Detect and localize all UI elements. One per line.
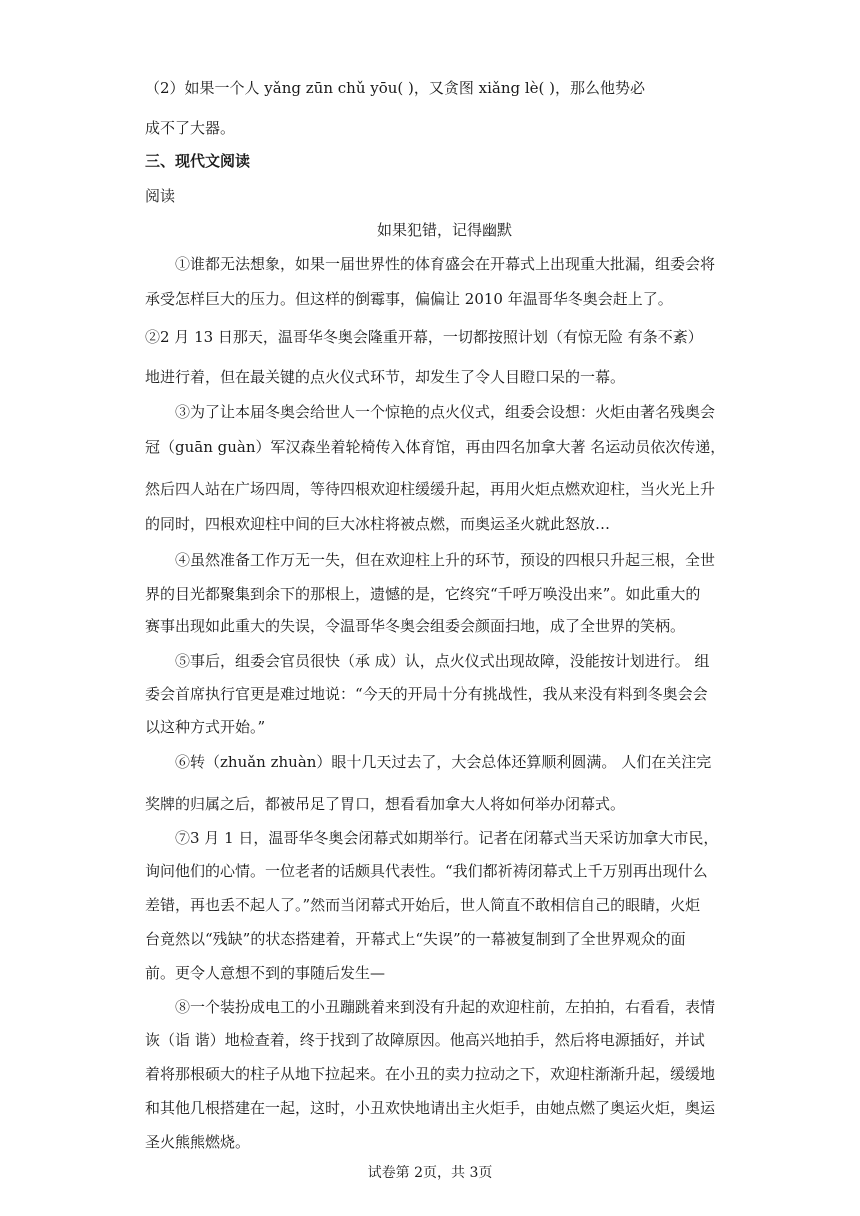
- text-line: 地进行着，但在最关键的点火仪式环节，却发生了令人目瞪口呆的一幕。: [145, 368, 626, 386]
- text-line: 界的目光都聚集到余下的那根上，遗憾的是，它终究“千呼万唤没出来”。如此重大的: [145, 585, 701, 603]
- text-line: 成不了大器。: [145, 119, 236, 137]
- text-line: 的同时，四根欢迎柱中间的巨大冰柱将被点燃，而奥运圣火就此怒放…: [145, 515, 611, 533]
- section-heading: 三、现代文阅读: [145, 153, 251, 170]
- text-line: 台竟然以“残缺”的状态搭建着，开幕式上“失误”的一幕被复制到了全世界观众的面: [145, 930, 686, 948]
- text-line: ①谁都无法想象，如果一届世界性的体育盛会在开幕式上出现重大批漏，组委会将: [175, 255, 716, 273]
- text-line: 前。更令人意想不到的事随后发生—: [145, 964, 386, 982]
- text-line: 着将那根硕大的柱子从地下拉起来。在小丑的卖力拉动之下，欢迎柱渐渐升起，缓缓地: [145, 1065, 716, 1083]
- text-line: 奖牌的归属之后，都被吊足了胃口，想看看加拿大人将如何举办闭幕式。: [145, 795, 626, 813]
- text-line: ⑥转（zhuǎn zhuàn）眼十几天过去了，大会总体还算顺利圆满。 人们在关注完: [175, 753, 712, 771]
- text-line: 冠（guān guàn）军汉森坐着轮椅传入体育馆，再由四名加拿大著 名运动员依次传递，: [145, 438, 726, 456]
- text-line: 阅读: [145, 187, 176, 205]
- text-line: ⑤事后，组委会官员很快（承 成）认，点火仪式出现故障，没能按计划进行。 组: [175, 652, 710, 670]
- text-line: ②2 月 13 日那天，温哥华冬奥会隆重开幕，一切都按照计划（有惊无险 有条不紊）: [145, 328, 703, 346]
- text-line: 以这种方式开始。”: [145, 718, 266, 736]
- text-line: 差错，再也丢不起人了。”然而当闭幕式开始后，世人简直不敢相信自己的眼睛，火炬: [145, 896, 701, 914]
- text-line: 委会首席执行官更是难过地说：“今天的开局十分有挑战性，我从来没有料到冬奥会会: [145, 685, 708, 703]
- text-line: （2）如果一个人 yǎng zūn chǔ yōu( )，又贪图 xiǎng lè( )，那么他势必: [145, 79, 646, 97]
- article-title: 如果犯错，记得幽默: [377, 221, 513, 239]
- text-line: ⑧一个装扮成电工的小丑蹦跳着来到没有升起的欢迎柱前，左拍拍，右看看，表情: [175, 998, 716, 1016]
- text-line: 赛事出现如此重大的失误，令温哥华冬奥会组委会颜面扫地，成了全世界的笑柄。: [145, 617, 686, 635]
- text-line: 和其他几根搭建在一起，这时，小丑欢快地请出主火炬手，由她点燃了奥运火炬，奥运: [145, 1099, 716, 1117]
- text-line: ⑦3 月 1 日，温哥华冬奥会闭幕式如期举行。记者在闭幕式当天采访加拿大市民，: [175, 829, 719, 847]
- page-footer: 试卷第 2页，共 3页: [367, 1165, 493, 1181]
- text-line: ③为了让本届冬奥会给世人一个惊艳的点火仪式，组委会设想：火炬由著名残奥会: [175, 403, 716, 421]
- text-line: 询问他们的心情。一位老者的话颇具代表性。“我们都祈祷闭幕式上千万别再出现什么: [145, 862, 708, 880]
- text-line: 然后四人站在广场四周，等待四根欢迎柱缓缓升起，再用火炬点燃欢迎柱，当火光上升: [145, 480, 716, 498]
- text-line: 承受怎样巨大的压力。但这样的倒霉事，偏偏让 2010 年温哥华冬奥会赶上了。: [145, 290, 673, 308]
- text-line: 诙（诣 谐）地检查着，终于找到了故障原因。他高兴地拍手，然后将电源插好，并试: [145, 1031, 705, 1049]
- text-line: ④虽然准备工作万无一失，但在欢迎柱上升的环节，预设的四根只升起三根，全世: [175, 551, 716, 569]
- text-line: 圣火熊熊燃烧。: [145, 1133, 251, 1151]
